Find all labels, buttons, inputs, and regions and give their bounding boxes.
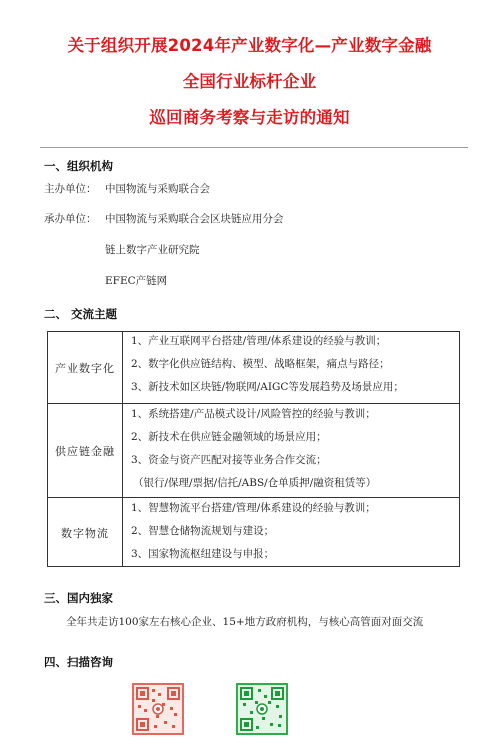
qr-pattern-green: [238, 685, 286, 733]
title-line-1: 关于组织开展2024年产业数字化—产业数字金融: [67, 36, 432, 55]
co-value-1: 中国物流与采购联合会区块链应用分会: [105, 213, 284, 225]
topic-item: 1、智慧物流平台搭建/管理/体系建设的经验与教训；: [131, 502, 376, 514]
qr-code-green-icon[interactable]: [236, 683, 288, 735]
topic-item: 1、产业互联网平台搭建/管理/体系建设的经验与教训；: [131, 335, 387, 347]
section3-text: 全年共走访100家左右核心企业、15+地方政府机构，与核心高管面对面交流: [66, 616, 424, 628]
category-cell: 数字物流: [48, 498, 123, 567]
host-label: 主办单位：: [44, 183, 97, 195]
topics-table: [47, 331, 460, 567]
category-cell: 产业数字化: [48, 332, 123, 403]
topic-item: 3、资金与资产匹配对接等业务合作交流；: [131, 454, 327, 466]
co-value-2: 链上数字产业研究院: [105, 244, 200, 256]
topic-item: （银行/保理/票据/信托/ABS/仓单质押/融资租赁等）: [133, 477, 377, 489]
section4-heading: 四、扫描咨询: [44, 655, 113, 669]
co-label: 承办单位：: [44, 213, 97, 225]
qr-pattern-red: [134, 685, 182, 733]
table-row: [48, 403, 459, 497]
table-row: [48, 332, 459, 403]
section3-heading: 三、国内独家: [44, 591, 113, 605]
topic-item: 2、新技术在供应链金融领域的场景应用；: [131, 431, 327, 443]
title-divider: [40, 147, 468, 148]
title-line-2: 全国行业标杆企业: [182, 72, 317, 91]
host-value: 中国物流与采购联合会: [105, 183, 210, 195]
category-cell: 供应链金融: [48, 404, 123, 497]
table-row: [48, 497, 459, 567]
qr-code-red-icon[interactable]: [132, 683, 184, 735]
topic-item: 2、智慧仓储物流规划与建设；: [131, 525, 275, 537]
topic-item: 1、系统搭建/产品模式设计/风险管控的经验与教训；: [131, 408, 376, 420]
section2-heading: 二、 交流主题: [44, 307, 118, 321]
topic-item: 3、国家物流枢纽建设与申报；: [131, 548, 275, 560]
topic-item: 2、数字化供应链结构、模型、战略框架，痛点与路径；: [131, 358, 390, 370]
title-line-3: 巡回商务考察与走访的通知: [149, 108, 350, 127]
co-value-3: EFEC产链网: [105, 275, 168, 287]
topic-item: 3、新技术如区块链/物联网/AIGC等发展趋势及场景应用；: [131, 381, 404, 393]
section1-heading: 一、组织机构: [44, 159, 113, 173]
